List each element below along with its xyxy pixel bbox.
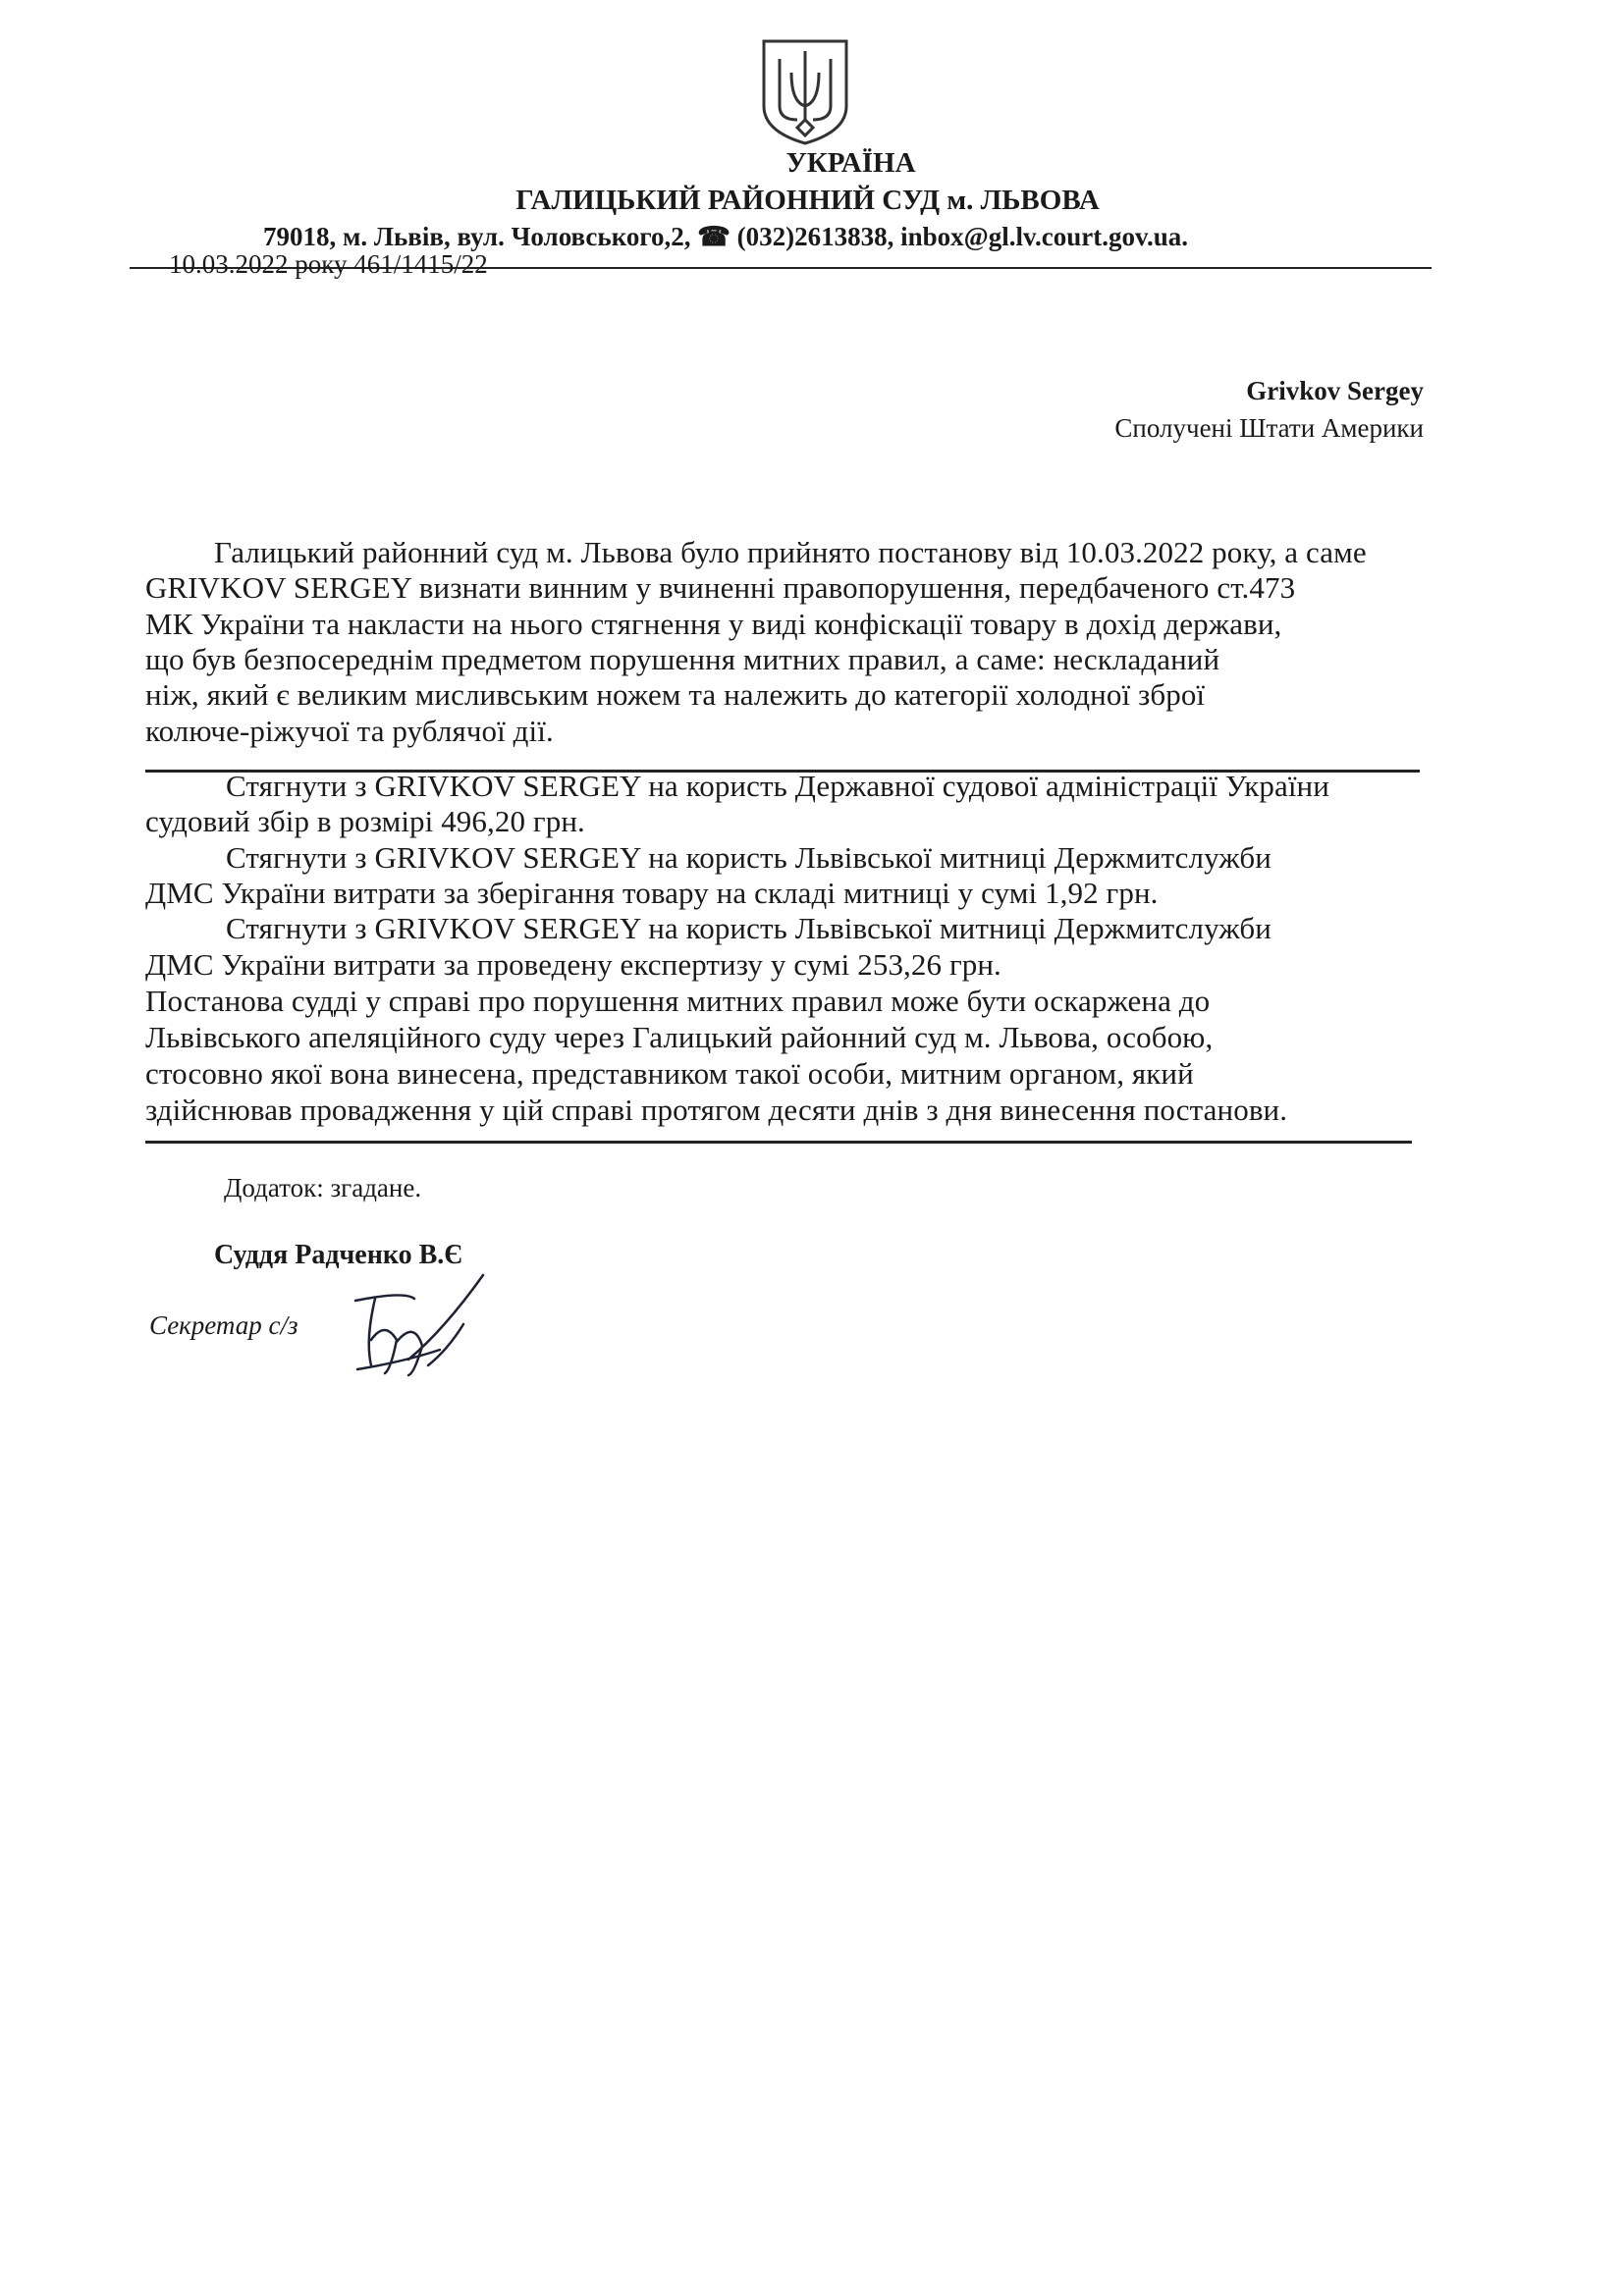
body-line: GRIVKOV SERGEY визнати винним у вчиненні правопорушення, передбаченого ст.473 [145, 570, 1296, 605]
trident-coat-of-arms-icon [758, 37, 852, 145]
body-line: Стягнути з GRIVKOV SERGEY на користь Львівської митниці Держмитслужби [226, 911, 1271, 945]
court-address: 79018, м. Львів, вул. Чоловського,2, ☎ (032)2613838, inbox@gl.lv.court.gov.ua. [263, 222, 1189, 251]
secretary-label: Секретар с/з [149, 1310, 298, 1340]
body-line: Стягнути з GRIVKOV SERGEY на користь Львівської митниці Держмитслужби [226, 840, 1271, 875]
body-line: стосовно якої вона винесена, представником такої особи, митним органом, який [145, 1056, 1194, 1091]
date-reference: 10.03.2022 року 461/1415/22 [169, 249, 488, 279]
body-line: Постанова судді у справі про порушення митних правил може бути оскаржена до [145, 984, 1211, 1018]
body-line: Галицький районний суд м. Львова було прийнято постанову від 10.03.2022 року, а саме [214, 535, 1367, 569]
attachment-note: Додаток: згадане. [224, 1173, 422, 1202]
handwritten-signature [346, 1271, 493, 1384]
body-line: ніж, який є великим мисливським ножем та належить до категорії холодної зброї [145, 677, 1206, 712]
body-line: судовий збір в розмірі 496,20 грн. [145, 804, 585, 838]
body-line: ДМС України витрати за проведену експертизу у сумі 253,26 грн. [145, 947, 1001, 982]
court-name-heading: ГАЛИЦЬКИЙ РАЙОННИЙ СУД м. ЛЬВОВА [515, 185, 1100, 216]
country-heading: УКРАЇНА [785, 147, 916, 179]
recipient-country: Сполучені Штати Америки [1114, 413, 1424, 443]
body-line: колюче-ріжучої та рублячої дії. [145, 714, 554, 748]
recipient-name: Grivkov Sergey [1246, 376, 1424, 405]
body-line: МК України та накласти на нього стягнення у виді конфіскації товару в дохід держави, [145, 607, 1282, 641]
section-rule [145, 1141, 1412, 1144]
body-line: ДМС України витрати за зберігання товару на складі митниці у сумі 1,92 грн. [145, 876, 1159, 910]
body-line: що був безпосереднім предметом порушення митних правил, а саме: нескладаний [145, 642, 1220, 676]
judge-name: Суддя Радченко В.Є [214, 1240, 463, 1270]
body-line: Львівського апеляційного суду через Галицький районний суд м. Львова, особою, [145, 1020, 1214, 1054]
body-line: Стягнути з GRIVKOV SERGEY на користь Державної судової адміністрації України [226, 769, 1329, 803]
body-line: здійснював провадження у цій справі протягом десяти днів з дня винесення постанови. [145, 1093, 1288, 1127]
